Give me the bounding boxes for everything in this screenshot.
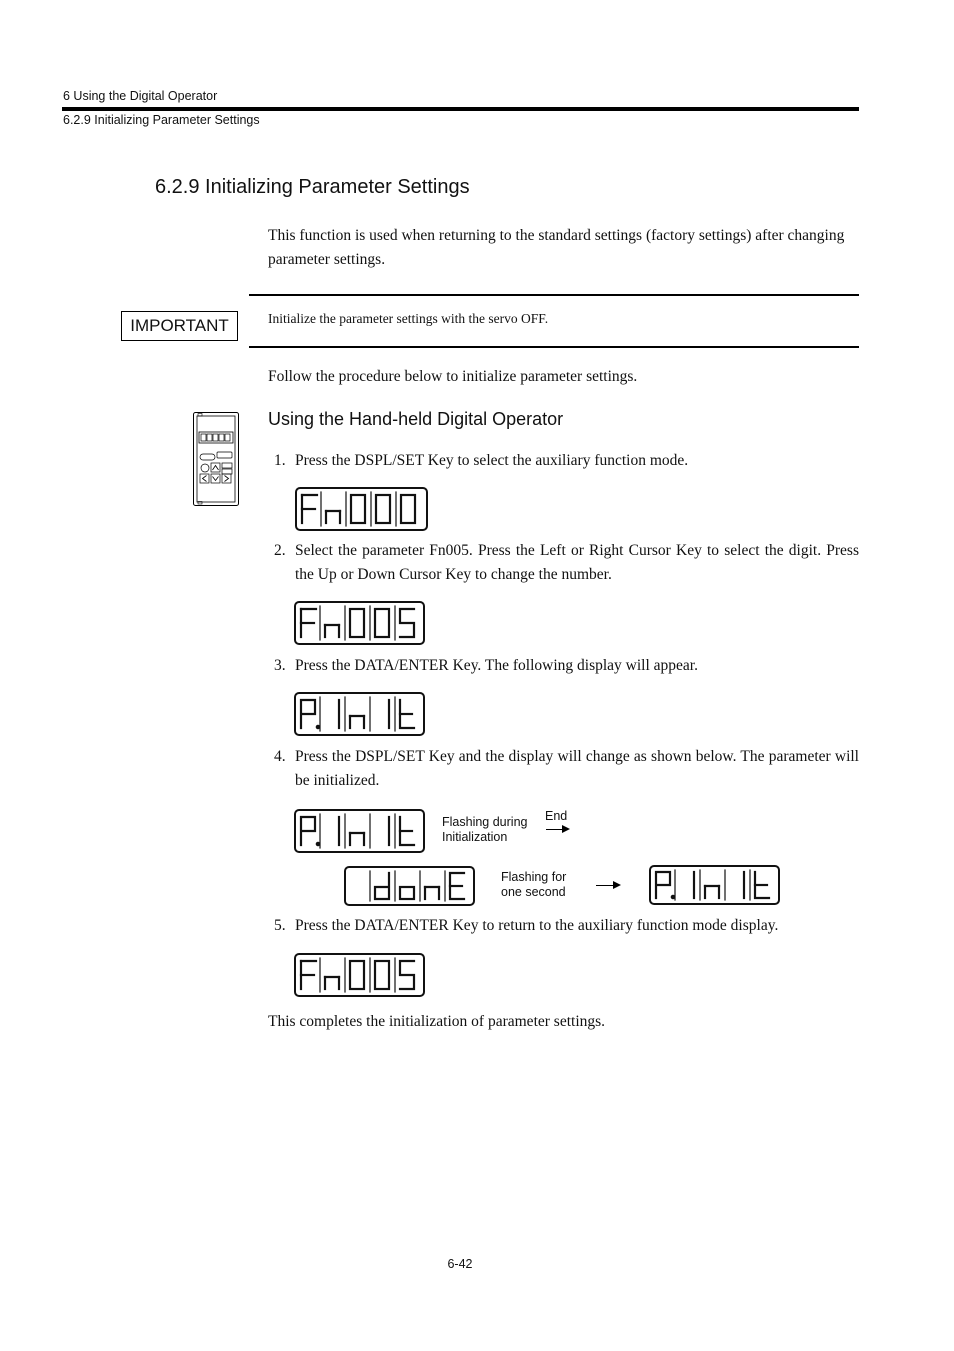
step-3 [274, 654, 859, 678]
follow-paragraph: Follow the procedure below to initialize parameter settings. [268, 368, 638, 385]
running-header-section: 6.2.9 Initializing Parameter Settings [63, 113, 260, 127]
step-text: Press the DSPL/SET Key and the display will change as shown below. The parameter will be initialized. [295, 748, 859, 789]
running-header-chapter: 6 Using the Digital Operator [63, 89, 218, 103]
section-title: 6.2.9 Initializing Parameter Settings [155, 176, 470, 198]
step-number: 5. [274, 917, 286, 934]
step-text: Press the DATA/ENTER Key. The following display will appear. [295, 657, 698, 674]
arrow-end-line [546, 829, 562, 830]
led-display-fn005 [294, 601, 425, 645]
led-display-fn005-return [294, 953, 425, 997]
step-5 [274, 914, 859, 938]
note-line: Initialization [442, 830, 508, 844]
step-2 [274, 539, 859, 587]
step-number: 2. [274, 542, 286, 559]
note-flashing-during [442, 815, 527, 845]
seven-segment-digits [297, 489, 426, 529]
page-number: 6-42 [447, 1257, 473, 1271]
digital-operator-icon [193, 412, 239, 506]
note-end: End [545, 809, 568, 823]
important-bottom-rule [249, 346, 859, 348]
procedure-subtitle: Using the Hand-held Digital Operator [268, 409, 564, 429]
led-display-p-init-result [649, 865, 780, 905]
conclusion-paragraph: This completes the initialization of parameter settings. [268, 1013, 606, 1030]
led-display-done [344, 866, 475, 906]
led-display-fn000 [295, 487, 428, 531]
step-text: Press the DSPL/SET Key to select the auxiliary function mode. [295, 452, 689, 469]
seven-segment-digits [346, 868, 473, 904]
important-text: Initialize the parameter settings with the servo OFF. [268, 311, 549, 326]
seven-segment-digits [296, 694, 423, 734]
seven-segment-digits [296, 811, 423, 851]
step-1 [274, 449, 859, 473]
led-display-p-init [294, 692, 425, 736]
step-text: Press the DATA/ENTER Key to return to the auxiliary function mode display. [295, 917, 779, 934]
arrow-line [596, 885, 613, 886]
header-rule [62, 107, 859, 111]
seven-segment-digits [296, 603, 423, 643]
step-text: Select the parameter Fn005. Press the Left or Right Cursor Key to select the digit. Press the Up or Down Cursor Key to change the number. [295, 542, 859, 583]
note-line: Flashing during [442, 815, 528, 829]
arrow-right-icon [613, 881, 621, 889]
step-number: 1. [274, 452, 286, 469]
arrow-right-icon [562, 825, 570, 833]
seven-segment-digits [651, 867, 778, 903]
intro-paragraph: This function is used when returning to the standard settings (factory settings) after changing parameter settings. [268, 227, 845, 268]
step-number: 4. [274, 748, 286, 765]
seven-segment-digits [296, 955, 423, 995]
step-number: 3. [274, 657, 286, 674]
important-top-rule [249, 294, 859, 296]
important-label: IMPORTANT [121, 311, 238, 341]
step-4 [274, 745, 859, 793]
note-line: Flashing for [501, 870, 567, 884]
note-line: one second [501, 885, 566, 899]
note-flashing-for [501, 870, 566, 900]
led-display-p-init-flashing [294, 809, 425, 853]
